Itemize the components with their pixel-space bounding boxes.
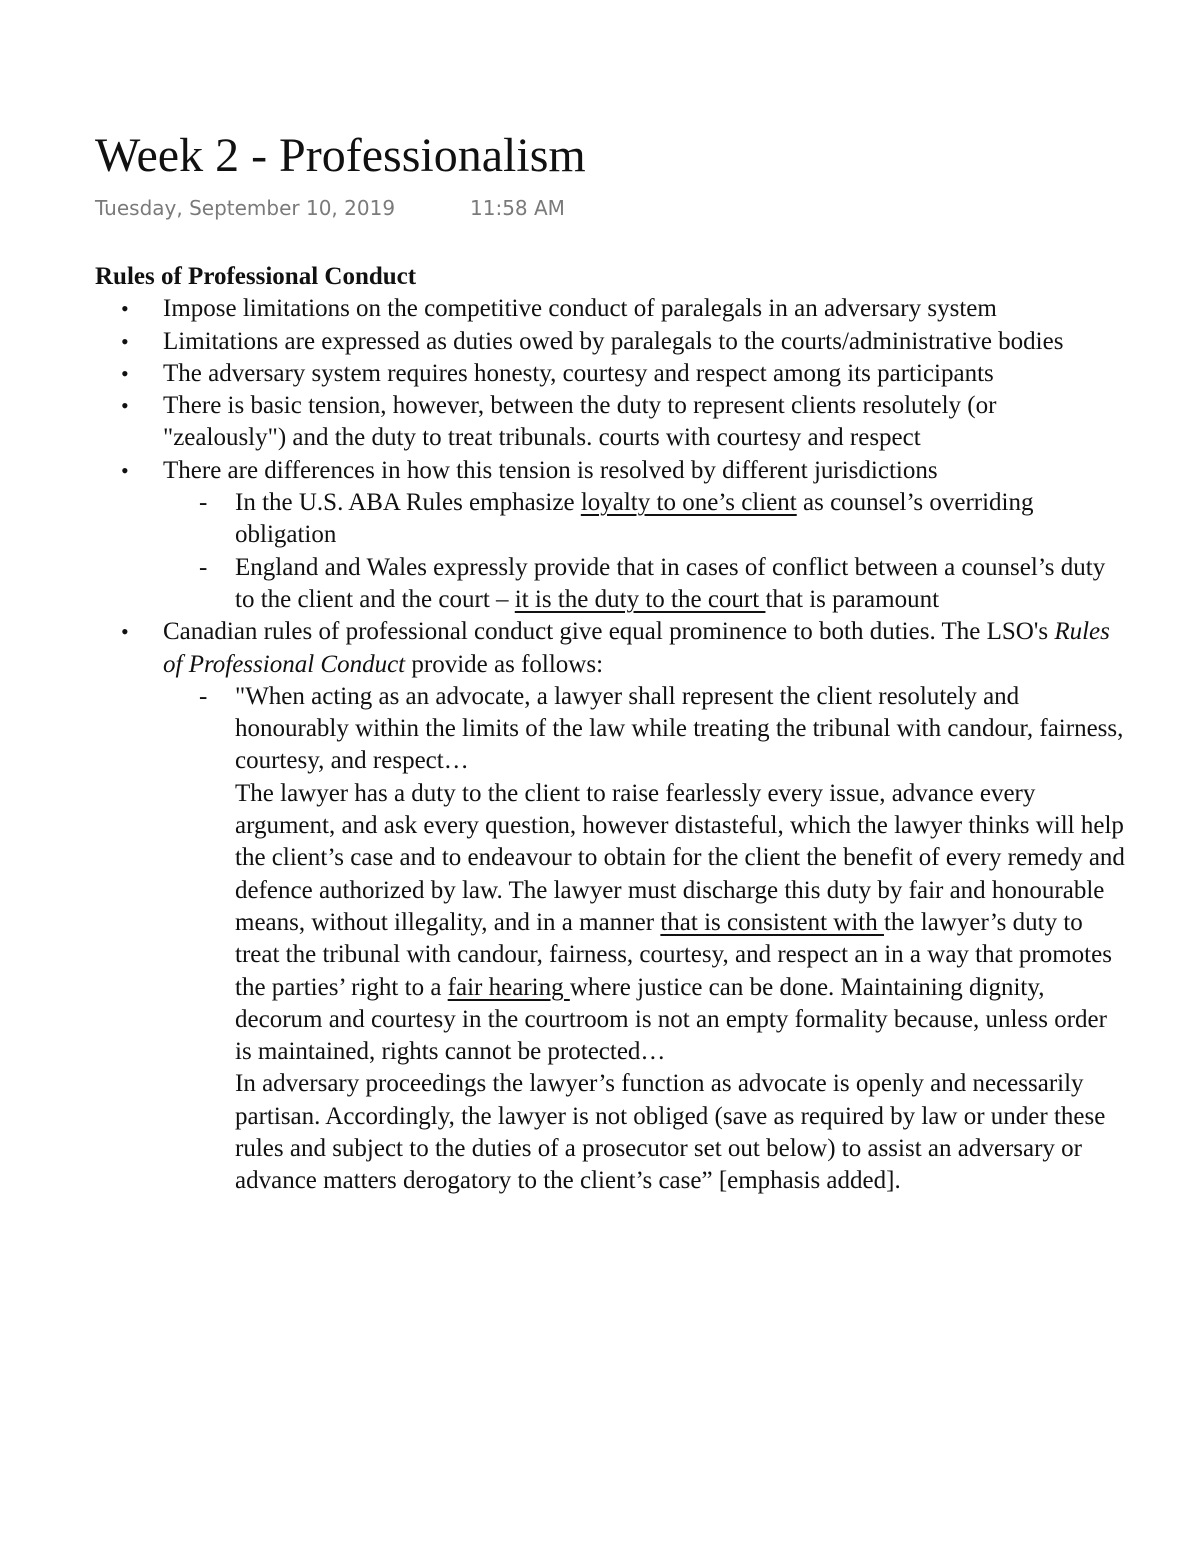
bullet-icon: • bbox=[121, 457, 129, 483]
bullet-item bbox=[95, 616, 1125, 1197]
sub-list bbox=[163, 681, 1125, 1198]
bullet-list bbox=[95, 293, 1125, 1197]
dash-icon: - bbox=[199, 682, 208, 710]
note-time: 11:58 AM bbox=[470, 196, 565, 220]
underlined-emphasis: that is consistent with bbox=[660, 908, 884, 936]
bullet-icon: • bbox=[121, 619, 129, 645]
note-body bbox=[95, 261, 1125, 1198]
bullet-text: There are differences in how this tension is resolved by different jurisdictions bbox=[163, 456, 938, 484]
note-timestamp bbox=[95, 194, 565, 222]
quote-text: where justice can be done. Maintaining dignity, decorum and courtesy in the courtroom is not an empty formality because, unless order is maintained, rights cannot be protected… bbox=[235, 973, 1107, 1066]
bullet-text: Canadian rules of professional conduct give equal prominence to both duties. The LSO's bbox=[163, 618, 1055, 646]
bullet-icon: • bbox=[121, 360, 129, 386]
bullet-text: The adversary system requires honesty, courtesy and respect among its participants bbox=[163, 359, 994, 387]
sub-item bbox=[163, 487, 1125, 552]
quote-text: the lawyer’s duty to treat the tribunal with candour, fairness, courtesy, and respect an in a way that promotes the parties’ right to a bbox=[235, 908, 1112, 1001]
bullet-item bbox=[95, 326, 1125, 358]
bullet-text: provide as follows: bbox=[405, 650, 604, 678]
sub-item-text: In the U.S. ABA Rules emphasize bbox=[235, 489, 581, 517]
bullet-icon: • bbox=[121, 328, 129, 354]
sub-list bbox=[163, 487, 1125, 616]
bullet-icon: • bbox=[121, 296, 129, 322]
quote-paragraph bbox=[235, 778, 1125, 1069]
sub-item bbox=[163, 552, 1125, 617]
underlined-emphasis: fair hearing bbox=[447, 973, 570, 1001]
quote-paragraph: In adversary proceedings the lawyer’s function as advocate is openly and necessarily partisan. Accordingly, the lawyer is not obliged (save as required by law or under these rules and subject to the duties of a prosecutor set out below) to assist an adversary or advance matters derogatory to the client’s case” [emphasis added]. bbox=[235, 1070, 1106, 1195]
bullet-item bbox=[95, 455, 1125, 616]
bullet-item bbox=[95, 293, 1125, 325]
bullet-item bbox=[95, 390, 1125, 455]
section-heading: Rules of Professional Conduct bbox=[95, 263, 417, 290]
italic-title: Rules of Professional Conduct bbox=[163, 618, 1110, 678]
sub-item-text: as counsel’s overriding obligation bbox=[235, 489, 1034, 549]
note-date: Tuesday, September 10, 2019 bbox=[95, 196, 396, 220]
quote-paragraph: "When acting as an advocate, a lawyer shall represent the client resolutely and honourably within the limits of the law while treating the tribunal with candour, fairness, courtesy, and respect… bbox=[235, 682, 1124, 775]
bullet-text: Impose limitations on the competitive conduct of paralegals in an adversary system bbox=[163, 295, 997, 323]
underlined-emphasis: loyalty to one’s client bbox=[580, 489, 797, 517]
quote-item bbox=[163, 681, 1125, 1198]
bullet-item bbox=[95, 358, 1125, 390]
dash-icon: - bbox=[199, 489, 208, 517]
bullet-icon: • bbox=[121, 393, 129, 419]
bullet-text: There is basic tension, however, between the duty to represent clients resolutely (or "zealously") and the duty to treat tribunals. courts with courtesy and respect bbox=[163, 392, 997, 452]
quote-text: The lawyer has a duty to the client to raise fearlessly every issue, advance every argument, and ask every question, however distasteful, which the lawyer thinks will help the client’s case and to endeavour to obtain for the client the benefit of every remedy and defence authorized by law. The lawyer must discharge this duty by fair and honourable means, without illegality, and in a manner bbox=[235, 779, 1125, 936]
dash-icon: - bbox=[199, 553, 208, 581]
page-title: Week 2 - Professionalism bbox=[95, 129, 586, 182]
sub-item-text: England and Wales expressly provide that in cases of conflict between a counsel’s duty to the client and the court – bbox=[235, 553, 1106, 613]
sub-item-text: that is paramount bbox=[765, 585, 940, 613]
underlined-emphasis: it is the duty to the court bbox=[514, 585, 766, 613]
bullet-text: Limitations are expressed as duties owed by paralegals to the courts/administrative bodies bbox=[163, 327, 1064, 355]
